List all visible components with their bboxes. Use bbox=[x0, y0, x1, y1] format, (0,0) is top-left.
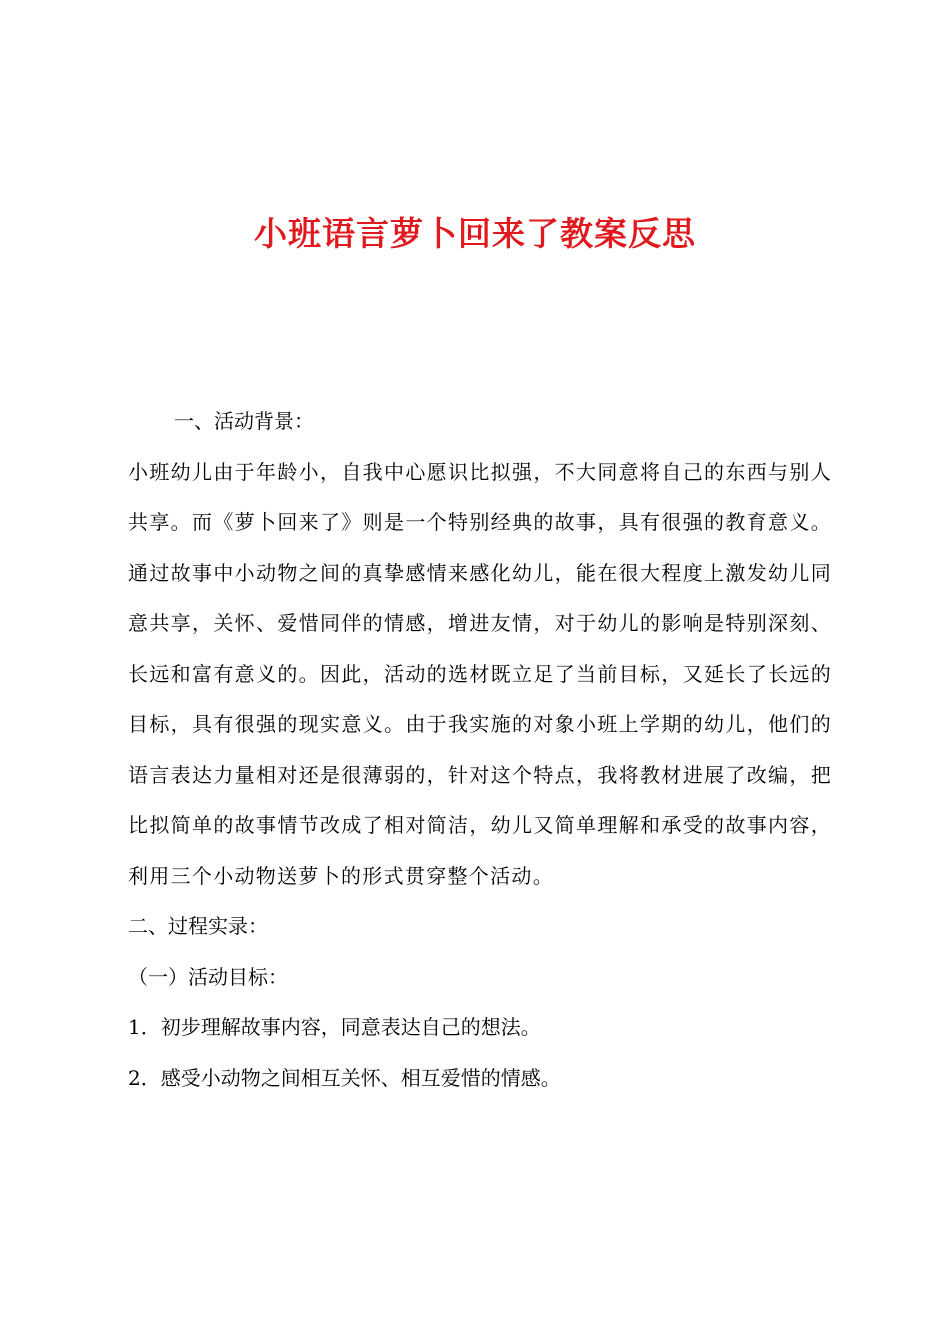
background-paragraph: 小班幼儿由于年龄小，自我中心愿识比拟强，不大同意将自己的东西与别人共享。而《萝卜回来了》则是一个特别经典的故事，具有很强的教育意义。通过故事中小动物之间的真挚感情来感化幼儿，能在很大程度上激发幼儿同意共享，关怀、爱惜同伴的情感，增进友情，对于幼儿的影响是特别深刻、长远和富有意义的。因此，活动的选材既立足了当前目标，又延长了长远的目标，具有很强的现实意义。由于我实施的对象小班上学期的幼儿，他们的语言表达力量相对还是很薄弱的，针对这个特点，我将教材进展了改编，把比拟简单的故事情节改成了相对简洁，幼儿又简单理解和承受的故事内容，利用三个小动物送萝卜的形式贯穿整个活动。 bbox=[128, 459, 832, 888]
goal-item: 1．初步理解故事内容，同意表达自己的想法。 bbox=[128, 1015, 541, 1039]
document-title: 小班语言萝卜回来了教案反思 bbox=[254, 214, 696, 253]
goal-item: 2．感受小动物之间相互关怀、相互爱惜的情感。 bbox=[128, 1065, 561, 1090]
section-heading-background: 一、活动背景： bbox=[174, 409, 314, 433]
section-heading-process: 二、过程实录： bbox=[128, 914, 268, 938]
document-body bbox=[128, 396, 832, 1103]
subsection-heading-goals: （一）活动目标： bbox=[128, 964, 288, 989]
